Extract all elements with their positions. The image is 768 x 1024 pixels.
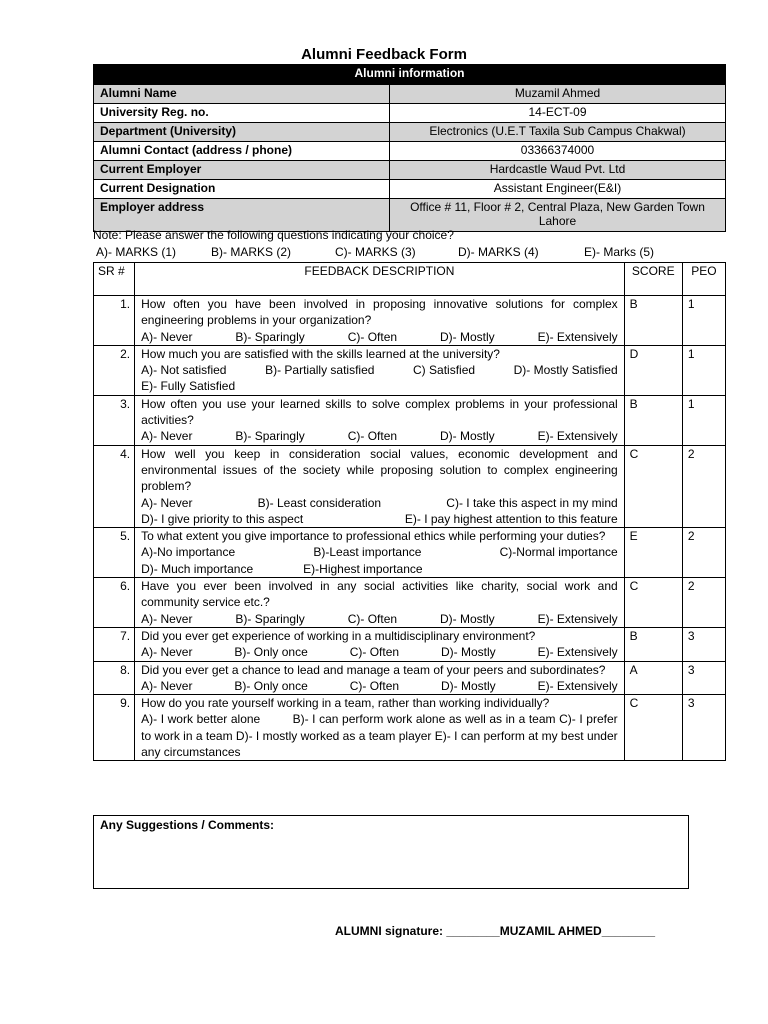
marks-legend	[96, 245, 666, 259]
marks-legend-item: E)- Marks (5)	[584, 245, 654, 259]
marks-legend-item: D)- MARKS (4)	[458, 245, 539, 259]
question-text: Have you ever been involved in any social activities like charity, social work and community service etc.?	[141, 579, 618, 610]
suggestions-box[interactable]	[93, 815, 689, 889]
peo-value: 1	[682, 345, 725, 395]
question-number: 2.	[94, 345, 135, 395]
question-row	[94, 627, 726, 661]
info-value-name: Muzamil Ahmed	[390, 85, 726, 104]
question-row	[94, 528, 726, 578]
option-label: C)- Often	[347, 329, 398, 344]
question-row	[94, 395, 726, 445]
score-value: A	[624, 661, 682, 695]
option-label: A)- Never	[141, 611, 193, 626]
option-label: B)- Sparingly	[235, 611, 305, 626]
question-number: 8.	[94, 661, 135, 695]
question-row	[94, 578, 726, 628]
option-label: E)- Extensively	[537, 329, 618, 344]
score-value: C	[624, 695, 682, 761]
question-row	[94, 661, 726, 695]
option-label: A)- Never	[141, 678, 193, 693]
question-text: How often you have been involved in proposing innovative solutions for complex engineering problems in your organization?	[141, 297, 618, 328]
option-label: C) Satisfied	[413, 363, 476, 378]
question-number: 9.	[94, 695, 135, 761]
option-label: E)- Extensively	[537, 645, 618, 660]
answer-options	[141, 611, 618, 627]
peo-value: 2	[682, 445, 725, 527]
question-row	[94, 695, 726, 761]
col-header-sr: SR #	[94, 263, 135, 296]
option-label: D)- Mostly	[439, 611, 495, 626]
score-value: D	[624, 345, 682, 395]
question-text: Did you ever get experience of working in a multidisciplinary environment?	[141, 628, 536, 643]
question-number: 4.	[94, 445, 135, 527]
peo-value: 3	[682, 695, 725, 761]
option-label: C)- Often	[347, 611, 398, 626]
col-header-peo: PEO	[682, 263, 725, 296]
marks-legend-item: A)- MARKS (1)	[96, 245, 177, 259]
alumni-info-table	[93, 64, 726, 232]
info-header: Alumni information	[94, 65, 726, 85]
info-value-reg: 14-ECT-09	[390, 104, 726, 123]
answer-options	[141, 362, 618, 378]
score-value: E	[624, 528, 682, 578]
question-number: 3.	[94, 395, 135, 445]
option-label: B)- Partially satisfied	[265, 363, 375, 378]
feedback-table	[93, 262, 726, 761]
info-value-department: Electronics (U.E.T Taxila Sub Campus Chakwal)	[390, 123, 726, 142]
option-label: E)- Extensively	[537, 678, 618, 693]
answer-options	[141, 561, 618, 577]
info-label-address: Employer address	[94, 199, 390, 232]
option-label: A)- I work better alone	[141, 712, 261, 727]
option-label: A)- Never	[141, 429, 193, 444]
form-title: Alumni Feedback Form	[301, 46, 467, 63]
option-label: B)- Least consideration	[257, 495, 382, 510]
question-cell	[135, 296, 625, 346]
option-label: A)- Never	[141, 495, 193, 510]
marks-legend-item: C)- MARKS (3)	[335, 245, 416, 259]
peo-value: 1	[682, 296, 725, 346]
option-label: E)- Extensively	[537, 429, 618, 444]
question-cell	[135, 528, 625, 578]
option-label: E)- I can perform at my best under any circumstances	[141, 728, 618, 760]
answer-options	[141, 329, 618, 345]
option-label: C)-Normal importance	[499, 545, 618, 560]
marks-legend-item: B)- MARKS (2)	[211, 245, 292, 259]
peo-value: 2	[682, 578, 725, 628]
answer-options	[141, 495, 618, 511]
question-text: How well you keep in consideration social values, economic development and environmental issues of the society while proposing solution to complex engineering problem?	[141, 446, 618, 494]
question-row	[94, 345, 726, 395]
question-number: 6.	[94, 578, 135, 628]
option-label: D)- Mostly	[439, 429, 495, 444]
option-label: D)- Mostly	[440, 678, 496, 693]
question-number: 1.	[94, 296, 135, 346]
option-label: C)- I take this aspect in my mind	[446, 495, 618, 510]
question-text: Did you ever get a chance to lead and manage a team of your peers and subordinates?	[141, 662, 606, 677]
peo-value: 3	[682, 627, 725, 661]
option-label: E)- Fully Satisfied	[141, 379, 236, 394]
option-label: D)- I give priority to this aspect	[141, 511, 304, 526]
question-row	[94, 445, 726, 527]
option-label: A)- Never	[141, 329, 193, 344]
option-label: E)-Highest importance	[303, 561, 423, 576]
option-label: C)- Often	[349, 645, 400, 660]
col-header-score: SCORE	[624, 263, 682, 296]
score-value: B	[624, 627, 682, 661]
instruction-note: Note: Please answer the following questions indicating your choice?	[93, 228, 454, 242]
info-value-address: Office # 11, Floor # 2, Central Plaza, New Garden Town Lahore	[390, 199, 726, 232]
question-cell	[135, 345, 625, 395]
peo-value: 3	[682, 661, 725, 695]
question-row	[94, 296, 726, 346]
score-value: C	[624, 445, 682, 527]
answer-options	[141, 544, 618, 560]
peo-value: 2	[682, 528, 725, 578]
option-label: C)- Often	[347, 429, 398, 444]
option-label: C)- I prefer to work in a team	[141, 712, 618, 743]
option-label: A)-No importance	[141, 545, 236, 560]
option-label: B)-Least importance	[313, 545, 422, 560]
info-label-designation: Current Designation	[94, 180, 390, 199]
answer-options	[141, 428, 618, 444]
suggestions-label: Any Suggestions / Comments:	[100, 818, 275, 832]
info-label-department: Department (University)	[94, 123, 390, 142]
option-label: D)- I mostly worked as a team player	[235, 728, 432, 743]
option-label: B)- I can perform work alone as well as in a team	[292, 712, 556, 727]
question-text: How often you use your learned skills to solve complex problems in your professional activities?	[141, 396, 618, 428]
question-text: To what extent you give importance to professional ethics while performing your duties?	[141, 529, 606, 544]
info-value-contact: 03366374000	[390, 142, 726, 161]
option-label: A)- Not satisfied	[141, 363, 227, 378]
col-header-description: FEEDBACK DESCRIPTION	[135, 263, 625, 296]
option-label: D)- Mostly	[440, 645, 496, 660]
info-label-reg: University Reg. no.	[94, 104, 390, 123]
question-cell	[135, 661, 625, 695]
question-cell	[135, 627, 625, 661]
score-value: B	[624, 395, 682, 445]
option-label: E)- Extensively	[537, 611, 618, 626]
option-label: C)- Often	[349, 678, 400, 693]
option-label: B)- Only once	[234, 645, 308, 660]
question-number: 7.	[94, 627, 135, 661]
answer-options	[141, 678, 618, 694]
info-value-employer: Hardcastle Waud Pvt. Ltd	[390, 161, 726, 180]
option-label: D)- Mostly	[439, 329, 495, 344]
alumni-signature: ALUMNI signature: ________MUZAMIL AHMED________	[335, 924, 656, 938]
info-label-contact: Alumni Contact (address / phone)	[94, 142, 390, 161]
option-label: D)- Mostly Satisfied	[513, 363, 618, 378]
peo-value: 1	[682, 395, 725, 445]
info-value-designation: Assistant Engineer(E&I)	[390, 180, 726, 199]
option-label: E)- I pay highest attention to this feature	[404, 511, 618, 526]
question-text: How much you are satisfied with the skills learned at the university?	[141, 346, 500, 361]
question-cell	[135, 445, 625, 527]
question-cell	[135, 578, 625, 628]
option-label: A)- Never	[141, 645, 193, 660]
question-cell	[135, 395, 625, 445]
score-value: C	[624, 578, 682, 628]
question-cell	[135, 695, 625, 761]
score-value: B	[624, 296, 682, 346]
answer-options	[141, 644, 618, 660]
option-label: B)- Sparingly	[235, 329, 305, 344]
answer-options	[141, 511, 618, 527]
answer-options	[141, 711, 618, 760]
info-label-employer: Current Employer	[94, 161, 390, 180]
info-label-name: Alumni Name	[94, 85, 390, 104]
question-text: How do you rate yourself working in a team, rather than working individually?	[141, 696, 550, 711]
question-number: 5.	[94, 528, 135, 578]
option-label: B)- Sparingly	[235, 429, 305, 444]
option-label: B)- Only once	[234, 678, 308, 693]
option-label: D)- Much importance	[141, 561, 254, 576]
